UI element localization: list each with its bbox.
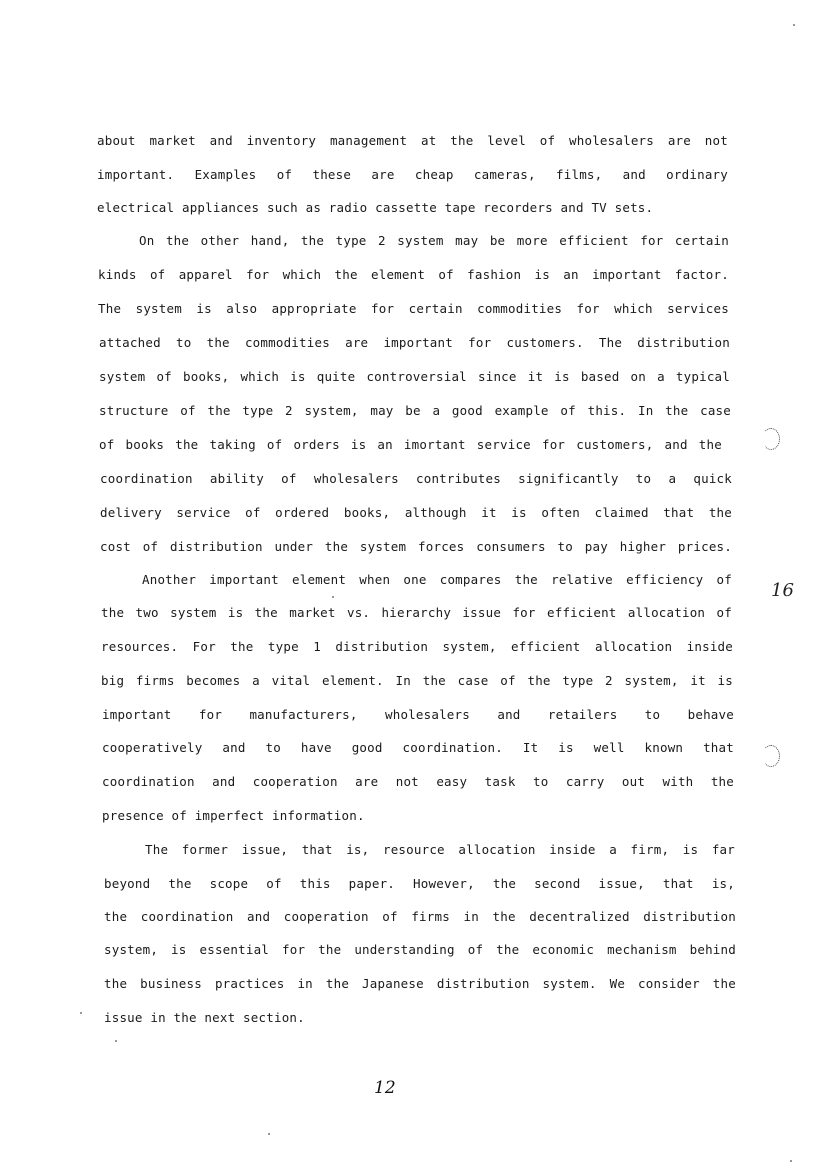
scan-speck (268, 1133, 270, 1135)
text-line: beyond the scope of this paper. However, the second issue, that is, (104, 876, 735, 891)
text-line: coordination ability of wholesalers contributes significantly to a quick (100, 471, 732, 486)
page-number: 12 (374, 1078, 396, 1098)
text-line: presence of imperfect information. (102, 808, 365, 823)
text-line: system of books, which is quite controversial since it is based on a typical (99, 369, 730, 384)
scan-speck (115, 1040, 117, 1042)
text-line: The system is also appropriate for certain commodities for which services (98, 301, 729, 316)
punch-hole-mark (762, 428, 780, 450)
text-line: delivery service of ordered books, although it is often claimed that the (100, 505, 732, 520)
scan-speck (80, 1012, 82, 1014)
text-line: the business practices in the Japanese distribution system. We consider the (104, 976, 736, 991)
punch-hole-mark (762, 745, 780, 767)
text-line: Another important element when one compares the relative efficiency of (142, 572, 732, 587)
text-line: coordination and cooperation are not easy task to carry out with the (102, 774, 734, 789)
text-line: system, is essential for the understanding of the economic mechanism behind (104, 942, 736, 957)
text-line: resources. For the type 1 distribution system, efficient allocation inside (101, 639, 733, 654)
text-line: big firms becomes a vital element. In the case of the type 2 system, it is (101, 673, 733, 688)
text-line: kinds of apparel for which the element of fashion is an important factor. (98, 267, 729, 282)
text-line: of books the taking of orders is an imortant service for customers, and the (99, 437, 722, 452)
text-line: issue in the next section. (104, 1010, 305, 1025)
text-line: cost of distribution under the system forces consumers to pay higher prices. (100, 539, 732, 554)
text-line: the two system is the market vs. hierarchy issue for efficient allocation of (101, 605, 732, 620)
scan-speck (790, 1160, 792, 1162)
text-line: structure of the type 2 system, may be a good example of this. In the case (99, 403, 731, 418)
text-line: electrical appliances such as radio cassette tape recorders and TV sets. (97, 200, 654, 215)
text-line: The former issue, that is, resource allocation inside a firm, is far (145, 842, 735, 857)
margin-note: 16 (771, 580, 794, 601)
text-line: attached to the commodities are important for customers. The distribution (99, 335, 730, 350)
text-line: important. Examples of these are cheap cameras, films, and ordinary (97, 167, 728, 182)
text-line: important for manufacturers, wholesalers and retailers to behave (102, 707, 734, 722)
text-line: the coordination and cooperation of firms in the decentralized distribution (104, 909, 736, 924)
scan-speck (332, 596, 334, 598)
text-line: about market and inventory management at the level of wholesalers are not (97, 133, 728, 148)
text-line: cooperatively and to have good coordination. It is well known that (102, 740, 734, 755)
text-line: On the other hand, the type 2 system may be more efficient for certain (139, 233, 729, 248)
scan-speck (793, 24, 795, 26)
